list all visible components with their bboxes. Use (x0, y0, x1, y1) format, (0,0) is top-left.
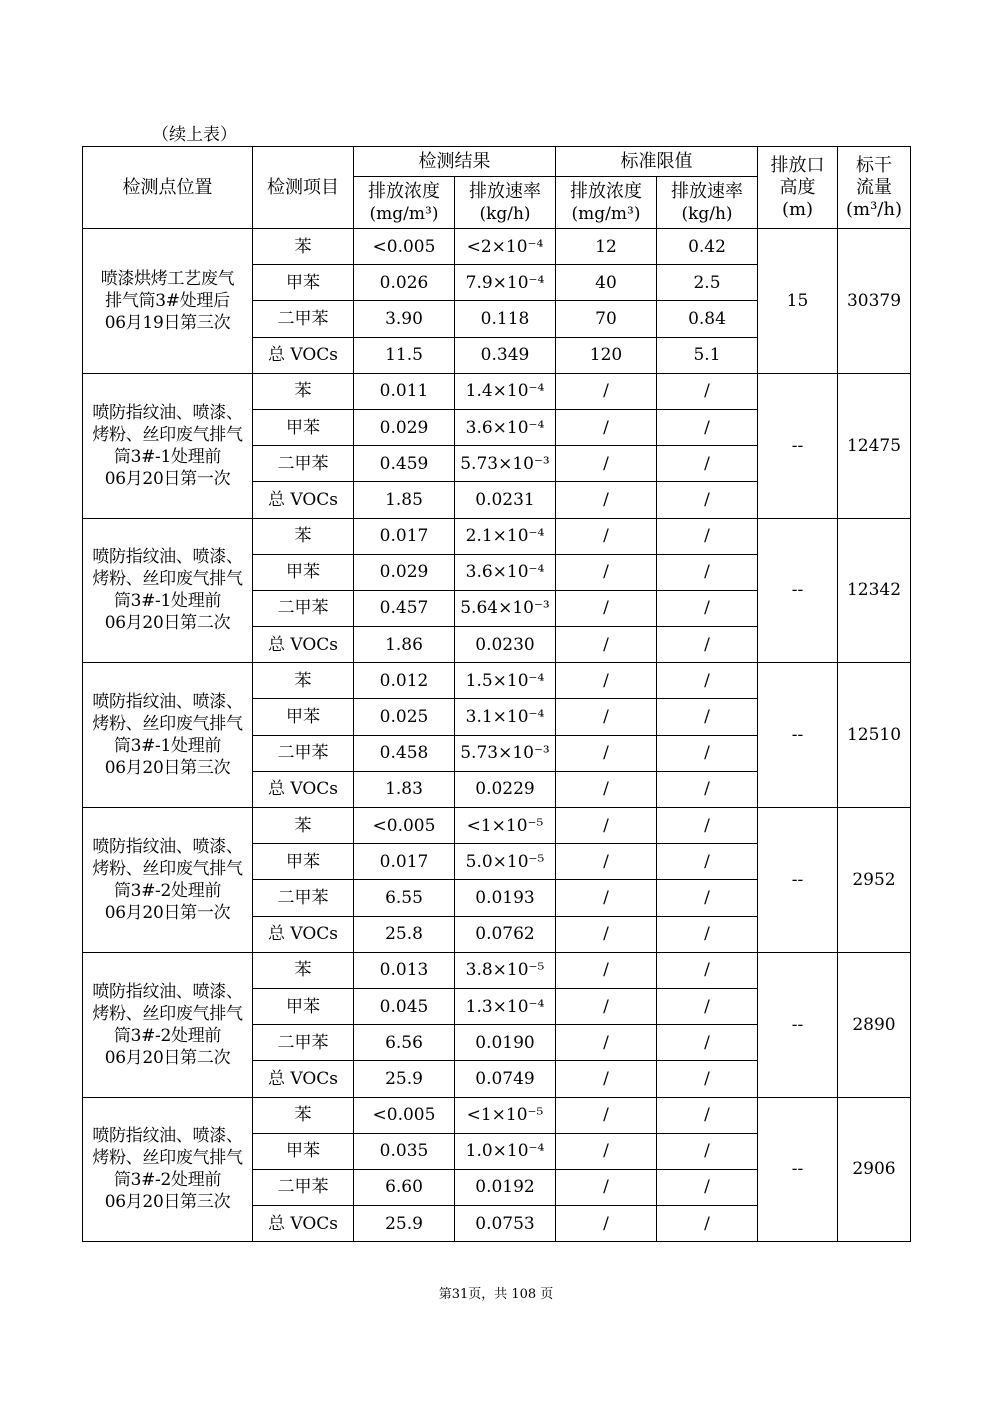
limit-rate-cell: / (657, 880, 758, 916)
limit-conc-cell: / (556, 663, 657, 699)
header-limit-conc-label: 排放浓度 (570, 180, 642, 202)
result-conc-cell: 0.013 (354, 952, 455, 988)
result-conc-cell: 0.459 (354, 446, 455, 482)
flow-cell: 12342 (838, 518, 911, 663)
item-cell: 甲苯 (253, 409, 354, 445)
limit-conc-cell: / (556, 1097, 657, 1133)
result-conc-cell: 25.9 (354, 1206, 455, 1242)
result-conc-cell: 25.9 (354, 1061, 455, 1097)
header-limit-conc (556, 177, 657, 229)
result-conc-cell: 6.55 (354, 880, 455, 916)
limit-rate-cell: / (657, 988, 758, 1024)
result-conc-cell: 0.035 (354, 1133, 455, 1169)
flow-cell: 30379 (838, 229, 911, 374)
item-cell: 二甲苯 (253, 1025, 354, 1061)
result-conc-cell: 0.025 (354, 699, 455, 735)
result-rate-cell: 0.349 (455, 337, 556, 373)
result-rate-cell: 0.0190 (455, 1025, 556, 1061)
limit-conc-cell: / (556, 844, 657, 880)
result-rate-cell: 0.0192 (455, 1169, 556, 1205)
limit-conc-cell: / (556, 554, 657, 590)
limit-conc-cell: 70 (556, 301, 657, 337)
flow-cell: 12510 (838, 663, 911, 808)
result-conc-cell: 0.029 (354, 554, 455, 590)
location-cell: 喷防指纹油、喷漆、 烤粉、丝印废气排气 筒3#-1处理前 06月20日第三次 (83, 663, 253, 808)
item-cell: 总 VOCs (253, 627, 354, 663)
limit-conc-cell: 12 (556, 229, 657, 265)
location-cell: 喷防指纹油、喷漆、 烤粉、丝印废气排气 筒3#-2处理前 06月20日第二次 (83, 952, 253, 1097)
result-rate-cell: <2×10⁻⁴ (455, 229, 556, 265)
flow-cell: 12475 (838, 373, 911, 518)
limit-rate-cell: / (657, 663, 758, 699)
limit-rate-cell: / (657, 1133, 758, 1169)
limit-conc-cell: / (556, 1169, 657, 1205)
result-conc-cell: <0.005 (354, 1097, 455, 1133)
limit-rate-cell: / (657, 1025, 758, 1061)
height-cell: -- (758, 1097, 838, 1242)
result-rate-cell: 0.0193 (455, 880, 556, 916)
item-cell: 二甲苯 (253, 446, 354, 482)
header-result-rate-unit: (kg/h) (479, 203, 531, 224)
item-cell: 苯 (253, 1097, 354, 1133)
limit-conc-cell: / (556, 952, 657, 988)
result-conc-cell: 11.5 (354, 337, 455, 373)
item-cell: 二甲苯 (253, 301, 354, 337)
location-cell: 喷防指纹油、喷漆、 烤粉、丝印废气排气 筒3#-2处理前 06月20日第三次 (83, 1097, 253, 1242)
result-conc-cell: 1.86 (354, 627, 455, 663)
result-rate-cell: 1.4×10⁻⁴ (455, 373, 556, 409)
result-rate-cell: 3.6×10⁻⁴ (455, 554, 556, 590)
item-cell: 总 VOCs (253, 771, 354, 807)
result-rate-cell: 3.6×10⁻⁴ (455, 409, 556, 445)
item-cell: 二甲苯 (253, 590, 354, 626)
result-conc-cell: 6.60 (354, 1169, 455, 1205)
results-table (82, 146, 911, 1242)
item-cell: 二甲苯 (253, 1169, 354, 1205)
result-rate-cell: 3.8×10⁻⁵ (455, 952, 556, 988)
limit-rate-cell: / (657, 771, 758, 807)
limit-rate-cell: / (657, 446, 758, 482)
header-limits: 标准限值 (556, 147, 758, 177)
table-row (83, 373, 911, 409)
result-conc-cell: <0.005 (354, 229, 455, 265)
height-cell: -- (758, 808, 838, 953)
result-rate-cell: 2.1×10⁻⁴ (455, 518, 556, 554)
limit-rate-cell: / (657, 409, 758, 445)
result-rate-cell: 5.73×10⁻³ (455, 446, 556, 482)
table-caption: （续上表） (152, 125, 237, 145)
header-limit-rate-unit: (kg/h) (681, 203, 733, 224)
limit-conc-cell: / (556, 699, 657, 735)
limit-conc-cell: / (556, 916, 657, 952)
header-limit-rate (657, 177, 758, 229)
limit-conc-cell: 120 (556, 337, 657, 373)
item-cell: 甲苯 (253, 1133, 354, 1169)
location-cell: 喷防指纹油、喷漆、 烤粉、丝印废气排气 筒3#-1处理前 06月20日第二次 (83, 518, 253, 663)
header-result-conc-label: 排放浓度 (368, 180, 440, 202)
limit-conc-cell: / (556, 1133, 657, 1169)
limit-conc-cell: / (556, 409, 657, 445)
height-cell: -- (758, 373, 838, 518)
table-row (83, 952, 911, 988)
item-cell: 苯 (253, 952, 354, 988)
limit-conc-cell: / (556, 1206, 657, 1242)
result-rate-cell: 0.118 (455, 301, 556, 337)
limit-conc-cell: / (556, 446, 657, 482)
result-rate-cell: 0.0230 (455, 627, 556, 663)
item-cell: 二甲苯 (253, 880, 354, 916)
header-limit-conc-unit: (mg/m³) (571, 203, 641, 224)
item-cell: 甲苯 (253, 844, 354, 880)
item-cell: 总 VOCs (253, 1061, 354, 1097)
limit-rate-cell: / (657, 482, 758, 518)
limit-conc-cell: / (556, 735, 657, 771)
limit-rate-cell: / (657, 1206, 758, 1242)
result-rate-cell: 5.0×10⁻⁵ (455, 844, 556, 880)
location-cell: 喷漆烘烤工艺废气 排气筒3#处理后 06月19日第三次 (83, 229, 253, 374)
height-cell: -- (758, 518, 838, 663)
item-cell: 苯 (253, 663, 354, 699)
limit-conc-cell: / (556, 373, 657, 409)
result-conc-cell: 0.457 (354, 590, 455, 626)
result-conc-cell: 1.83 (354, 771, 455, 807)
limit-rate-cell: 0.84 (657, 301, 758, 337)
limit-rate-cell: / (657, 699, 758, 735)
limit-rate-cell: 2.5 (657, 265, 758, 301)
limit-conc-cell: / (556, 1061, 657, 1097)
result-conc-cell: 0.045 (354, 988, 455, 1024)
header-result-conc-unit: (mg/m³) (369, 203, 439, 224)
result-rate-cell: <1×10⁻⁵ (455, 808, 556, 844)
item-cell: 甲苯 (253, 988, 354, 1024)
header-location: 检测点位置 (83, 147, 253, 229)
result-rate-cell: 7.9×10⁻⁴ (455, 265, 556, 301)
result-rate-cell: 0.0753 (455, 1206, 556, 1242)
result-conc-cell: 0.017 (354, 844, 455, 880)
limit-rate-cell: / (657, 627, 758, 663)
location-cell: 喷防指纹油、喷漆、 烤粉、丝印废气排气 筒3#-2处理前 06月20日第一次 (83, 808, 253, 953)
limit-conc-cell: / (556, 1025, 657, 1061)
header-item: 检测项目 (253, 147, 354, 229)
flow-cell: 2890 (838, 952, 911, 1097)
header-result-rate (455, 177, 556, 229)
limit-rate-cell: / (657, 1097, 758, 1133)
item-cell: 苯 (253, 373, 354, 409)
item-cell: 总 VOCs (253, 1206, 354, 1242)
header-results: 检测结果 (354, 147, 556, 177)
result-conc-cell: 25.8 (354, 916, 455, 952)
page-footer: 第31页，共 108 页 (438, 1287, 554, 1302)
header-flow: 标干 流量 (m³/h) (838, 147, 911, 229)
result-conc-cell: 6.56 (354, 1025, 455, 1061)
result-rate-cell: 0.0749 (455, 1061, 556, 1097)
limit-rate-cell: / (657, 554, 758, 590)
result-rate-cell: 1.0×10⁻⁴ (455, 1133, 556, 1169)
limit-rate-cell: 5.1 (657, 337, 758, 373)
result-rate-cell: 5.73×10⁻³ (455, 735, 556, 771)
table-row (83, 1097, 911, 1133)
table-row (83, 808, 911, 844)
limit-conc-cell: / (556, 482, 657, 518)
header-result-conc (354, 177, 455, 229)
item-cell: 甲苯 (253, 554, 354, 590)
item-cell: 苯 (253, 518, 354, 554)
height-cell: -- (758, 663, 838, 808)
table-body (83, 229, 911, 1242)
limit-conc-cell: / (556, 771, 657, 807)
limit-rate-cell: / (657, 518, 758, 554)
item-cell: 苯 (253, 808, 354, 844)
limit-rate-cell: / (657, 844, 758, 880)
header-height: 排放口 高度 (m) (758, 147, 838, 229)
limit-conc-cell: / (556, 627, 657, 663)
location-cell: 喷防指纹油、喷漆、 烤粉、丝印废气排气 筒3#-1处理前 06月20日第一次 (83, 373, 253, 518)
limit-rate-cell: / (657, 373, 758, 409)
limit-rate-cell: / (657, 916, 758, 952)
limit-rate-cell: / (657, 808, 758, 844)
result-conc-cell: 1.85 (354, 482, 455, 518)
limit-conc-cell: 40 (556, 265, 657, 301)
item-cell: 总 VOCs (253, 337, 354, 373)
limit-conc-cell: / (556, 808, 657, 844)
limit-rate-cell: / (657, 590, 758, 626)
height-cell: -- (758, 952, 838, 1097)
item-cell: 甲苯 (253, 699, 354, 735)
limit-conc-cell: / (556, 880, 657, 916)
item-cell: 二甲苯 (253, 735, 354, 771)
item-cell: 总 VOCs (253, 916, 354, 952)
result-conc-cell: 0.458 (354, 735, 455, 771)
result-rate-cell: 5.64×10⁻³ (455, 590, 556, 626)
limit-rate-cell: / (657, 1169, 758, 1205)
header-result-rate-label: 排放速率 (469, 180, 541, 202)
result-rate-cell: 3.1×10⁻⁴ (455, 699, 556, 735)
table-row (83, 663, 911, 699)
result-rate-cell: 0.0229 (455, 771, 556, 807)
result-conc-cell: 0.012 (354, 663, 455, 699)
result-rate-cell: 0.0762 (455, 916, 556, 952)
limit-conc-cell: / (556, 590, 657, 626)
item-cell: 总 VOCs (253, 482, 354, 518)
result-conc-cell: 0.017 (354, 518, 455, 554)
result-conc-cell: 0.011 (354, 373, 455, 409)
result-rate-cell: 1.5×10⁻⁴ (455, 663, 556, 699)
height-cell: 15 (758, 229, 838, 374)
result-rate-cell: <1×10⁻⁵ (455, 1097, 556, 1133)
result-conc-cell: 3.90 (354, 301, 455, 337)
result-conc-cell: <0.005 (354, 808, 455, 844)
result-conc-cell: 0.026 (354, 265, 455, 301)
limit-conc-cell: / (556, 988, 657, 1024)
limit-rate-cell: / (657, 1061, 758, 1097)
result-conc-cell: 0.029 (354, 409, 455, 445)
limit-rate-cell: / (657, 735, 758, 771)
flow-cell: 2952 (838, 808, 911, 953)
flow-cell: 2906 (838, 1097, 911, 1242)
limit-conc-cell: / (556, 518, 657, 554)
item-cell: 苯 (253, 229, 354, 265)
result-rate-cell: 1.3×10⁻⁴ (455, 988, 556, 1024)
header-limit-rate-label: 排放速率 (671, 180, 743, 202)
limit-rate-cell: 0.42 (657, 229, 758, 265)
item-cell: 甲苯 (253, 265, 354, 301)
limit-rate-cell: / (657, 952, 758, 988)
table-row (83, 518, 911, 554)
table-row (83, 229, 911, 265)
result-rate-cell: 0.0231 (455, 482, 556, 518)
